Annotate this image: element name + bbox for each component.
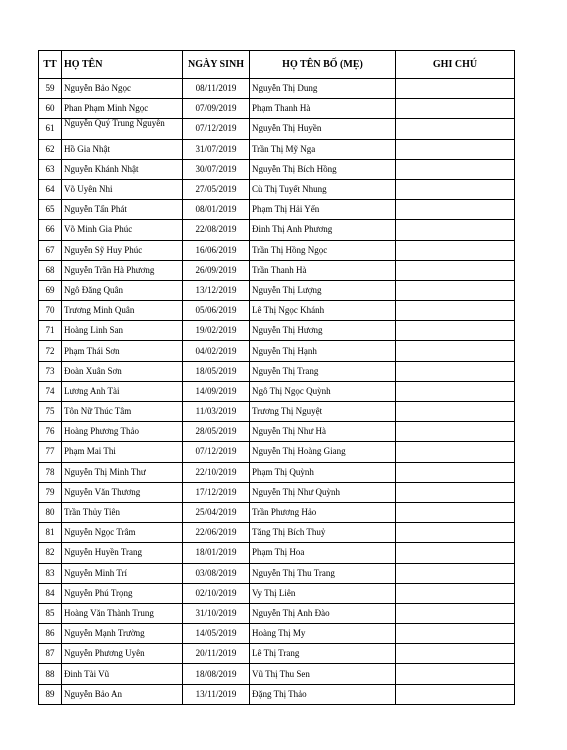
parent-name: Nguyễn Thị Hương bbox=[250, 321, 396, 341]
birth-date: 22/10/2019 bbox=[183, 462, 250, 482]
table-row bbox=[39, 119, 515, 139]
parent-name: Tăng Thị Bích Thuỷ bbox=[250, 523, 396, 543]
table-row bbox=[39, 260, 515, 280]
table-row bbox=[39, 402, 515, 422]
student-name: Hồ Gia Nhật bbox=[62, 139, 183, 159]
parent-name: Phạm Thị Hoa bbox=[250, 543, 396, 563]
student-name: Đinh Tài Vũ bbox=[62, 664, 183, 684]
note-cell bbox=[396, 139, 515, 159]
row-number: 67 bbox=[39, 240, 62, 260]
row-number: 86 bbox=[39, 624, 62, 644]
table-row bbox=[39, 502, 515, 522]
birth-date: 13/12/2019 bbox=[183, 280, 250, 300]
note-cell bbox=[396, 341, 515, 361]
parent-name: Cù Thị Tuyết Nhung bbox=[250, 179, 396, 199]
parent-name: Phạm Thanh Hà bbox=[250, 99, 396, 119]
birth-date: 18/08/2019 bbox=[183, 664, 250, 684]
table-row bbox=[39, 79, 515, 99]
parent-name: Trần Thị Mỹ Nga bbox=[250, 139, 396, 159]
note-cell bbox=[396, 321, 515, 341]
student-name: Nguyễn Văn Thương bbox=[62, 482, 183, 502]
row-number: 75 bbox=[39, 402, 62, 422]
birth-date: 17/12/2019 bbox=[183, 482, 250, 502]
note-cell bbox=[396, 361, 515, 381]
student-name: Nguyễn Tấn Phát bbox=[62, 200, 183, 220]
parent-name: Nguyễn Thị Lượng bbox=[250, 280, 396, 300]
parent-name: Trần Phương Hảo bbox=[250, 502, 396, 522]
student-name: Nguyễn Minh Trí bbox=[62, 563, 183, 583]
table-row bbox=[39, 361, 515, 381]
row-number: 71 bbox=[39, 321, 62, 341]
table-row bbox=[39, 523, 515, 543]
parent-name: Phạm Thị Quỳnh bbox=[250, 462, 396, 482]
table-row bbox=[39, 462, 515, 482]
row-number: 83 bbox=[39, 563, 62, 583]
row-number: 79 bbox=[39, 482, 62, 502]
note-cell bbox=[396, 179, 515, 199]
row-number: 65 bbox=[39, 200, 62, 220]
birth-date: 03/08/2019 bbox=[183, 563, 250, 583]
parent-name: Nguyễn Thị Dung bbox=[250, 79, 396, 99]
note-cell bbox=[396, 159, 515, 179]
student-name: Võ Uyên Nhi bbox=[62, 179, 183, 199]
parent-name: Nguyễn Thị Trang bbox=[250, 361, 396, 381]
birth-date: 07/09/2019 bbox=[183, 99, 250, 119]
birth-date: 18/01/2019 bbox=[183, 543, 250, 563]
header-parent: HỌ TÊN BỐ (MẸ) bbox=[250, 51, 396, 79]
note-cell bbox=[396, 381, 515, 401]
birth-date: 08/11/2019 bbox=[183, 79, 250, 99]
row-number: 89 bbox=[39, 684, 62, 704]
note-cell bbox=[396, 99, 515, 119]
parent-name: Hoàng Thị My bbox=[250, 624, 396, 644]
table-row bbox=[39, 139, 515, 159]
birth-date: 27/05/2019 bbox=[183, 179, 250, 199]
table-row bbox=[39, 200, 515, 220]
row-number: 70 bbox=[39, 301, 62, 321]
table-row bbox=[39, 684, 515, 704]
header-dob: NGÀY SINH bbox=[183, 51, 250, 79]
birth-date: 16/06/2019 bbox=[183, 240, 250, 260]
parent-name: Trần Thị Hồng Ngọc bbox=[250, 240, 396, 260]
parent-name: Nguyễn Thị Thu Trang bbox=[250, 563, 396, 583]
student-name: Nguyễn Quý Trung Nguyên bbox=[62, 119, 183, 139]
student-name: Phan Phạm Minh Ngọc bbox=[62, 99, 183, 119]
parent-name: Trần Thanh Hà bbox=[250, 260, 396, 280]
row-number: 64 bbox=[39, 179, 62, 199]
table-row bbox=[39, 543, 515, 563]
student-name: Nguyễn Bảo An bbox=[62, 684, 183, 704]
student-name: Đoàn Xuân Sơn bbox=[62, 361, 183, 381]
table-row bbox=[39, 583, 515, 603]
row-number: 62 bbox=[39, 139, 62, 159]
student-name: Nguyễn Mạnh Trường bbox=[62, 624, 183, 644]
student-name: Ngô Đăng Quân bbox=[62, 280, 183, 300]
table-row bbox=[39, 280, 515, 300]
birth-date: 14/05/2019 bbox=[183, 624, 250, 644]
row-number: 68 bbox=[39, 260, 62, 280]
birth-date: 31/10/2019 bbox=[183, 603, 250, 623]
note-cell bbox=[396, 684, 515, 704]
note-cell bbox=[396, 462, 515, 482]
table-row bbox=[39, 321, 515, 341]
note-cell bbox=[396, 664, 515, 684]
row-number: 87 bbox=[39, 644, 62, 664]
birth-date: 19/02/2019 bbox=[183, 321, 250, 341]
row-number: 88 bbox=[39, 664, 62, 684]
birth-date: 14/09/2019 bbox=[183, 381, 250, 401]
row-number: 72 bbox=[39, 341, 62, 361]
parent-name: Nguyễn Thị Như Hà bbox=[250, 422, 396, 442]
birth-date: 07/12/2019 bbox=[183, 119, 250, 139]
note-cell bbox=[396, 301, 515, 321]
note-cell bbox=[396, 119, 515, 139]
parent-name: Phạm Thị Hải Yến bbox=[250, 200, 396, 220]
table-row bbox=[39, 341, 515, 361]
student-name: Lương Anh Tài bbox=[62, 381, 183, 401]
note-cell bbox=[396, 502, 515, 522]
header-note: GHI CHÚ bbox=[396, 51, 515, 79]
table-header-row bbox=[39, 51, 515, 79]
parent-name: Nguyễn Thị Bích Hồng bbox=[250, 159, 396, 179]
birth-date: 28/05/2019 bbox=[183, 422, 250, 442]
birth-date: 11/03/2019 bbox=[183, 402, 250, 422]
birth-date: 20/11/2019 bbox=[183, 644, 250, 664]
note-cell bbox=[396, 220, 515, 240]
birth-date: 13/11/2019 bbox=[183, 684, 250, 704]
row-number: 61 bbox=[39, 119, 62, 139]
note-cell bbox=[396, 260, 515, 280]
row-number: 85 bbox=[39, 603, 62, 623]
student-name: Nguyễn Thị Minh Thư bbox=[62, 462, 183, 482]
birth-date: 22/06/2019 bbox=[183, 523, 250, 543]
student-name: Hoàng Linh San bbox=[62, 321, 183, 341]
table-row bbox=[39, 644, 515, 664]
note-cell bbox=[396, 200, 515, 220]
note-cell bbox=[396, 563, 515, 583]
table-body bbox=[39, 79, 515, 705]
row-number: 82 bbox=[39, 543, 62, 563]
parent-name: Nguyễn Thị Hoàng Giang bbox=[250, 442, 396, 462]
student-name: Nguyễn Phương Uyên bbox=[62, 644, 183, 664]
student-name: Hoàng Văn Thành Trung bbox=[62, 603, 183, 623]
student-name: Nguyễn Sỹ Huy Phúc bbox=[62, 240, 183, 260]
student-name: Phạm Mai Thi bbox=[62, 442, 183, 462]
row-number: 69 bbox=[39, 280, 62, 300]
student-name: Hoàng Phương Thảo bbox=[62, 422, 183, 442]
note-cell bbox=[396, 442, 515, 462]
row-number: 76 bbox=[39, 422, 62, 442]
parent-name: Vũ Thị Thu Sen bbox=[250, 664, 396, 684]
row-number: 80 bbox=[39, 502, 62, 522]
note-cell bbox=[396, 644, 515, 664]
note-cell bbox=[396, 523, 515, 543]
birth-date: 08/01/2019 bbox=[183, 200, 250, 220]
table-row bbox=[39, 563, 515, 583]
row-number: 63 bbox=[39, 159, 62, 179]
student-name: Nguyễn Khánh Nhật bbox=[62, 159, 183, 179]
header-name: HỌ TÊN bbox=[62, 51, 183, 79]
table-row bbox=[39, 624, 515, 644]
parent-name: Nguyễn Thị Như Quỳnh bbox=[250, 482, 396, 502]
header-tt: TT bbox=[39, 51, 62, 79]
table-row bbox=[39, 664, 515, 684]
parent-name: Lê Thị Ngọc Khánh bbox=[250, 301, 396, 321]
student-roster-table bbox=[38, 50, 515, 705]
note-cell bbox=[396, 482, 515, 502]
table-row bbox=[39, 179, 515, 199]
note-cell bbox=[396, 603, 515, 623]
birth-date: 31/07/2019 bbox=[183, 139, 250, 159]
birth-date: 30/07/2019 bbox=[183, 159, 250, 179]
student-name: Trần Thủy Tiên bbox=[62, 502, 183, 522]
table-row bbox=[39, 240, 515, 260]
student-name: Nguyễn Ngọc Trâm bbox=[62, 523, 183, 543]
student-name: Nguyễn Huyền Trang bbox=[62, 543, 183, 563]
student-name: Tôn Nữ Thúc Tâm bbox=[62, 402, 183, 422]
table-row bbox=[39, 381, 515, 401]
note-cell bbox=[396, 240, 515, 260]
table-row bbox=[39, 220, 515, 240]
note-cell bbox=[396, 583, 515, 603]
table-row bbox=[39, 442, 515, 462]
table-row bbox=[39, 301, 515, 321]
note-cell bbox=[396, 543, 515, 563]
row-number: 60 bbox=[39, 99, 62, 119]
parent-name: Vy Thị Liên bbox=[250, 583, 396, 603]
note-cell bbox=[396, 79, 515, 99]
table-row bbox=[39, 99, 515, 119]
row-number: 84 bbox=[39, 583, 62, 603]
row-number: 77 bbox=[39, 442, 62, 462]
table-row bbox=[39, 422, 515, 442]
birth-date: 25/04/2019 bbox=[183, 502, 250, 522]
birth-date: 04/02/2019 bbox=[183, 341, 250, 361]
row-number: 74 bbox=[39, 381, 62, 401]
note-cell bbox=[396, 402, 515, 422]
table-row bbox=[39, 482, 515, 502]
row-number: 78 bbox=[39, 462, 62, 482]
birth-date: 18/05/2019 bbox=[183, 361, 250, 381]
student-name: Võ Minh Gia Phúc bbox=[62, 220, 183, 240]
row-number: 81 bbox=[39, 523, 62, 543]
row-number: 73 bbox=[39, 361, 62, 381]
birth-date: 26/09/2019 bbox=[183, 260, 250, 280]
student-name: Nguyễn Bảo Ngọc bbox=[62, 79, 183, 99]
parent-name: Lê Thị Trang bbox=[250, 644, 396, 664]
birth-date: 05/06/2019 bbox=[183, 301, 250, 321]
row-number: 59 bbox=[39, 79, 62, 99]
parent-name: Trương Thị Nguyệt bbox=[250, 402, 396, 422]
table-row bbox=[39, 159, 515, 179]
parent-name: Đặng Thị Thảo bbox=[250, 684, 396, 704]
parent-name: Ngô Thị Ngọc Quỳnh bbox=[250, 381, 396, 401]
table-row bbox=[39, 603, 515, 623]
student-name: Nguyễn Trần Hà Phương bbox=[62, 260, 183, 280]
student-name: Trương Minh Quân bbox=[62, 301, 183, 321]
note-cell bbox=[396, 422, 515, 442]
parent-name: Nguyễn Thị Anh Đào bbox=[250, 603, 396, 623]
birth-date: 22/08/2019 bbox=[183, 220, 250, 240]
parent-name: Đinh Thị Anh Phương bbox=[250, 220, 396, 240]
note-cell bbox=[396, 624, 515, 644]
birth-date: 07/12/2019 bbox=[183, 442, 250, 462]
birth-date: 02/10/2019 bbox=[183, 583, 250, 603]
student-name: Phạm Thái Sơn bbox=[62, 341, 183, 361]
note-cell bbox=[396, 280, 515, 300]
row-number: 66 bbox=[39, 220, 62, 240]
parent-name: Nguyễn Thị Huyền bbox=[250, 119, 396, 139]
parent-name: Nguyễn Thị Hạnh bbox=[250, 341, 396, 361]
student-name: Nguyễn Phú Trọng bbox=[62, 583, 183, 603]
